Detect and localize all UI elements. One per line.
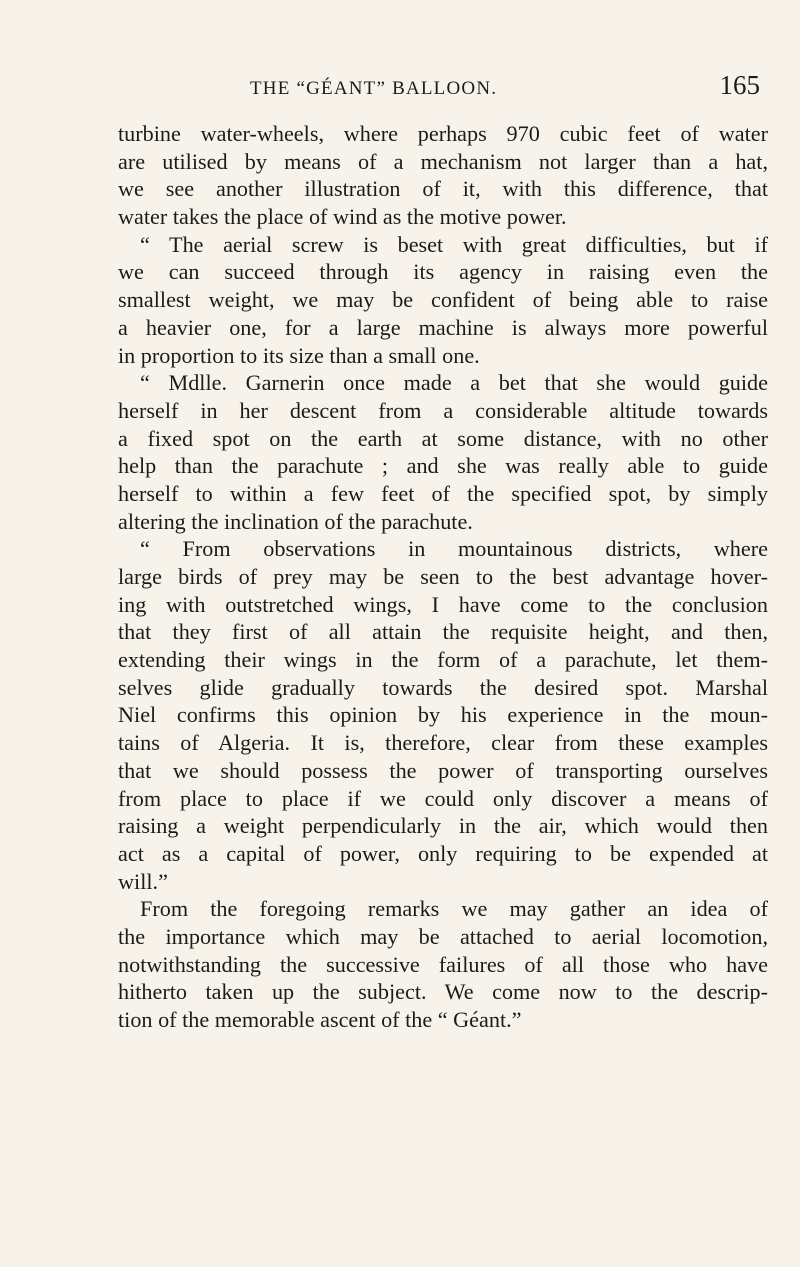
text-line: tains of Algeria. It is, therefore, clear from these examples	[118, 730, 768, 756]
text-line: we see another illustration of it, with this difference, that	[118, 176, 768, 202]
text-line: ing with outstretched wings, I have come to the conclusion	[118, 591, 768, 617]
text-line: we can succeed through its agency in raising even the	[118, 259, 768, 285]
text-line: From the foregoing remarks we may gather an idea of	[140, 896, 768, 922]
text-line: tion of the memorable ascent of the “ Géant.”	[118, 1007, 522, 1032]
text-line: herself in her descent from a considerable altitude towards	[118, 397, 768, 423]
text-line: water takes the place of wind as the motive power.	[118, 204, 567, 230]
text-line: extending their wings in the form of a parachute, let them-	[118, 647, 768, 673]
body-text	[118, 120, 768, 1034]
text-line: “ The aerial screw is beset with great difficulties, but if	[140, 231, 768, 257]
text-line: large birds of prey may be seen to the best advantage hover-	[118, 564, 768, 589]
text-line: selves glide gradually towards the desired spot. Marshal	[118, 674, 768, 700]
running-title: THE “GÉANT” BALLOON.	[250, 78, 498, 99]
text-line: that they first of all attain the requisite height, and then,	[118, 619, 768, 645]
text-line: act as a capital of power, only requiring to be expended at	[118, 840, 768, 866]
text-line: hitherto taken up the subject. We come now to the descrip-	[118, 979, 768, 1005]
running-head	[120, 68, 760, 108]
text-line: that we should possess the power of transporting ourselves	[118, 757, 768, 783]
text-line: altering the inclination of the parachute.	[118, 508, 473, 534]
text-line: herself to within a few feet of the specified spot, by simply	[118, 480, 768, 506]
text-line: raising a weight perpendicularly in the air, which would then	[118, 813, 768, 839]
text-line: “ From observations in mountainous districts, where	[140, 536, 768, 562]
text-line: in proportion to its size than a small one.	[118, 342, 480, 368]
text-line: “ Mdlle. Garnerin once made a bet that she would guide	[140, 370, 768, 396]
text-line: a heavier one, for a large machine is always more powerful	[118, 314, 768, 340]
text-line: turbine water-wheels, where perhaps 970 cubic feet of water	[118, 121, 768, 146]
text-line: smallest weight, we may be confident of being able to raise	[118, 287, 768, 313]
text-line: a fixed spot on the earth at some distance, with no other	[118, 425, 768, 451]
text-line: help than the parachute ; and she was really able to guide	[118, 453, 768, 479]
page-number: 165	[719, 70, 760, 100]
text-line: Niel confirms this opinion by his experience in the moun-	[118, 702, 768, 728]
text-line: are utilised by means of a mechanism not larger than a hat,	[118, 148, 768, 174]
text-line: from place to place if we could only discover a means of	[118, 785, 768, 811]
text-line: the importance which may be attached to aerial locomotion,	[118, 923, 768, 949]
text-line: notwithstanding the successive failures of all those who have	[118, 951, 768, 977]
text-line: will.”	[118, 868, 168, 894]
